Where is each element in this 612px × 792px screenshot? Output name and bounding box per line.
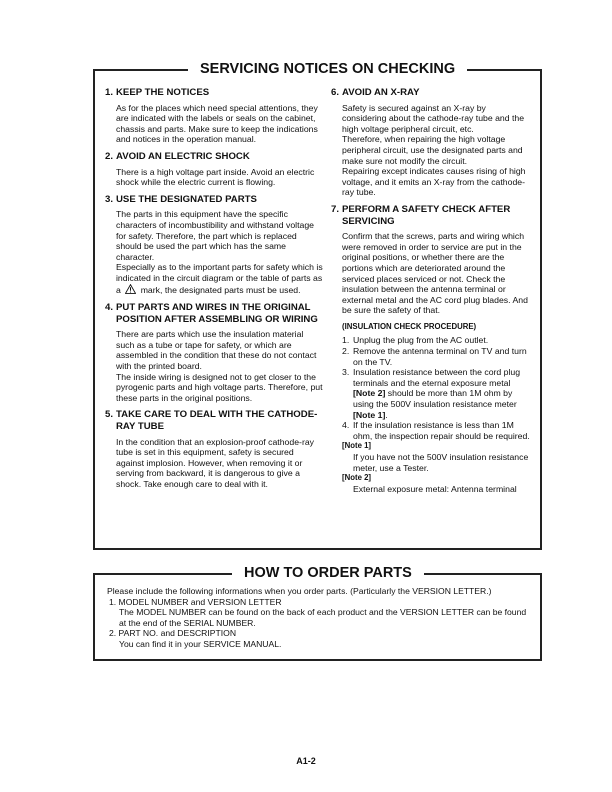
order-item-1: 1. MODEL NUMBER and VERSION LETTER xyxy=(109,596,282,607)
list-item: 4. If the insulation resistance is less than 1M ohm, the inspection repair should be required. xyxy=(342,420,530,441)
warning-triangle-icon xyxy=(125,284,136,297)
note-1-body: If you have not the 500V insulation resistance meter, use a Tester. xyxy=(353,452,529,473)
section-body: As for the places which need special attentions, they are indicated with the labels or seals on the cabinet, chassis and parts. Make sure to keep the indications and notices in the operation manual. xyxy=(116,102,318,145)
note-2-body: External exposure metal: Antenna terminal xyxy=(353,483,517,494)
note-2-heading: [Note 2] xyxy=(342,473,372,483)
order-parts-content xyxy=(107,586,535,650)
servicing-notices-title: SERVICING NOTICES ON CHECKING xyxy=(188,60,467,78)
section-body: There is a high voltage part inside. Avoid an electric shock while the electric current is flowing. xyxy=(116,166,315,188)
section-body: Confirm that the screws, parts and wiring which were removed in order to service are put in the original positions, or whether there are the portions which are deteriorated around the serviced places serviced or not. Check the insulation between the antenna terminal or external metal and the AC cord plug blades. And be sure the safety of that. (INSULATION CHECK PROCEDURE) 1. Unplug the plug from the AC outlet. 2. Remove the antenna terminal on TV and turn on the TV. 3. Insulation resistance between the cord plug terminals and the eternal exposure metal [Note 2] should be more than 1M ohm by using the 500V insulation resistance meter [Note 1]. 4. If the insulation resistance is less than 1M ohm, the inspection repair should be required. [Note 1] If you have not the 500V insulation resistance meter, use a Tester. [Note 2] External exposure metal: Antenna terminal xyxy=(342,231,530,494)
order-item-2: 2. PART NO. and DESCRIPTION xyxy=(109,628,237,639)
section-heading: 7. PERFORM A SAFETY CHECK AFTER SERVICING xyxy=(331,203,511,227)
section-body: The parts in this equipment have the specific characters of incombustibility and withstand voltage for safety. Therefore, the part which is replaced should be used the part which has the same character. Especially as to the important parts for safety which is indicated in the circuit diagram or the table of parts as a mark, the designated parts must be used. xyxy=(116,209,323,295)
section-keep-notices xyxy=(105,87,323,145)
left-column xyxy=(105,87,323,496)
page-number: A1-2 xyxy=(296,756,316,766)
section-avoid-xray xyxy=(331,87,531,198)
order-item-1-body: The MODEL NUMBER can be found on the back of each product and the VERSION LETTER can be found at the end of the SERIAL NUMBER. xyxy=(119,607,527,628)
list-item: 3. Insulation resistance between the cord plug terminals and the eternal exposure metal [Note 2] should be more than 1M ohm by using the 500V insulation resistance meter [Note 1]. xyxy=(342,367,521,420)
section-heading: 5. TAKE CARE TO DEAL WITH THE CATHODE-RAY TUBE xyxy=(105,409,318,433)
section-avoid-shock xyxy=(105,151,323,188)
order-item-2-body: You can find it in your SERVICE MANUAL. xyxy=(119,638,282,649)
section-heading: 6. AVOID AN X-RAY xyxy=(331,87,420,98)
section-heading: 4. PUT PARTS AND WIRES IN THE ORIGINAL POSITION AFTER ASSEMBLING OR WIRING xyxy=(105,302,318,325)
section-original-position xyxy=(105,302,323,403)
section-body: In the condition that an explosion-proof cathode-ray tube is set in this equipment, safety is secured against implosion. However, when removing it or serving from backward, it is dangerous to give a shock. Take enough care to deal with it. xyxy=(116,436,315,489)
note-1-heading: [Note 1] xyxy=(342,441,372,451)
list-item: 1. Unplug the plug from the AC outlet. xyxy=(342,335,489,346)
procedure-heading: (INSULATION CHECK PROCEDURE) xyxy=(342,321,477,331)
order-intro: Please include the following informations when you order parts. (Particularly the VERSION LETTER.) xyxy=(107,586,492,596)
section-safety-check xyxy=(331,204,531,494)
order-parts-title: HOW TO ORDER PARTS xyxy=(232,564,424,582)
list-item: 2. Remove the antenna terminal on TV and turn on the TV. xyxy=(342,346,527,367)
section-body: There are parts which use the insulation material such as a tube or tape for safety, or which are assembled in the condition that these do not contact with the printed board. The inside wiring is designed not to get closer to the pyrogenic parts and high voltage parts. Therefore, put these parts in the original positions. xyxy=(116,329,323,403)
section-heading: 3. USE THE DESIGNATED PARTS xyxy=(105,193,257,205)
section-cathode-ray-tube xyxy=(105,409,323,489)
section-heading: 2. AVOID AN ELECTRIC SHOCK xyxy=(105,150,250,162)
section-heading: 1. KEEP THE NOTICES xyxy=(105,87,210,98)
right-column xyxy=(331,87,531,500)
section-body: Safety is secured against an X-ray by considering about the cathode-ray tube and the high voltage peripheral circuit, etc. Therefore, when repairing the high voltage peripheral circuit, use the designated parts and make sure not modify the circuit. Repairing except indicates causes rising of high voltage, and it emits an X-ray from the cathode-ray tube. xyxy=(342,102,526,198)
section-designated-parts xyxy=(105,194,323,296)
procedure-steps xyxy=(342,335,531,441)
